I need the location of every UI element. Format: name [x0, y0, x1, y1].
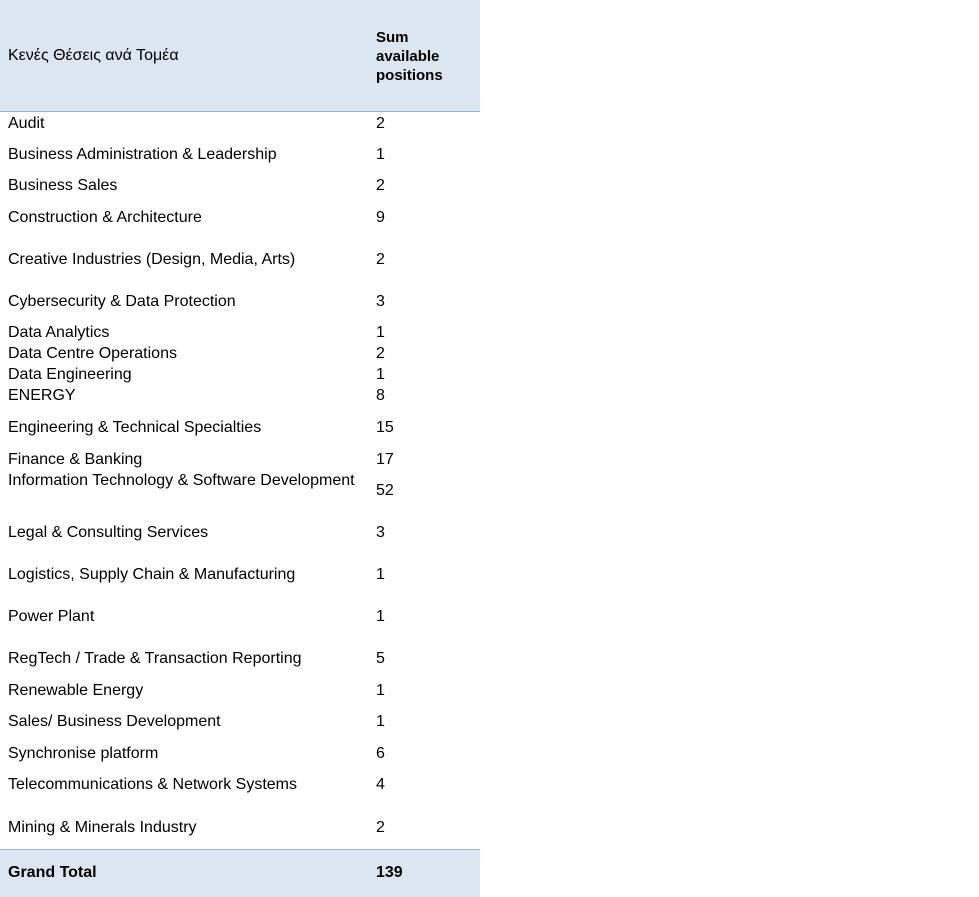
- row-label: Audit: [8, 115, 45, 132]
- row-label: Logistics, Supply Chain & Manufacturing: [8, 566, 296, 583]
- row-value: 6: [376, 745, 385, 762]
- row-value: 1: [376, 146, 385, 163]
- row-value: 15: [376, 419, 394, 436]
- row-value: 3: [376, 524, 385, 541]
- row-value: 52: [376, 482, 394, 499]
- row-value: 3: [376, 293, 385, 310]
- grand-total-label: Grand Total: [8, 864, 97, 881]
- row-label: Sales/ Business Development: [8, 713, 221, 730]
- row-value: 1: [376, 324, 385, 341]
- row-label: Business Sales: [8, 177, 118, 194]
- row-label: RegTech / Trade & Transaction Reporting: [8, 650, 302, 667]
- row-label: Business Administration & Leadership: [8, 146, 277, 163]
- row-label: Data Engineering: [8, 366, 132, 383]
- sum-available-positions-header: Sum available positions: [376, 29, 443, 84]
- row-value: 17: [376, 451, 394, 468]
- row-label: Engineering & Technical Specialties: [8, 419, 262, 436]
- row-value: 1: [376, 566, 385, 583]
- grand-total-row: [0, 849, 480, 897]
- row-value: 8: [376, 387, 385, 404]
- row-label: Data Analytics: [8, 324, 110, 341]
- row-label: Telecommunications & Network Systems: [8, 776, 297, 793]
- row-value: 2: [376, 251, 385, 268]
- row-label: Synchronise platform: [8, 745, 159, 762]
- row-label: Construction & Architecture: [8, 209, 202, 226]
- row-label: ENERGY: [8, 387, 76, 404]
- row-value: 1: [376, 366, 385, 383]
- row-value: 4: [376, 776, 385, 793]
- row-label: Creative Industries (Design, Media, Arts): [8, 251, 296, 268]
- row-value: 2: [376, 345, 385, 362]
- row-value: 2: [376, 177, 385, 194]
- table-header: [0, 0, 480, 112]
- row-label: Mining & Minerals Industry: [8, 819, 197, 836]
- row-value: 5: [376, 650, 385, 667]
- row-value: 1: [376, 682, 385, 699]
- row-label: Data Centre Operations: [8, 345, 177, 362]
- row-label: Legal & Consulting Services: [8, 524, 209, 541]
- row-label: Renewable Energy: [8, 682, 144, 699]
- row-label: Cybersecurity & Data Protection: [8, 293, 236, 310]
- row-value: 2: [376, 819, 385, 836]
- row-value: 1: [376, 713, 385, 730]
- row-label: Information Technology & Software Development: [8, 472, 355, 489]
- row-labels-header: Κενές Θέσεις ανά Τομέα: [8, 47, 179, 64]
- row-value: 1: [376, 608, 385, 625]
- grand-total-value: 139: [376, 864, 403, 881]
- row-label: Power Plant: [8, 608, 95, 625]
- row-value: 9: [376, 209, 385, 226]
- row-label: Finance & Banking: [8, 451, 143, 468]
- row-value: 2: [376, 115, 385, 132]
